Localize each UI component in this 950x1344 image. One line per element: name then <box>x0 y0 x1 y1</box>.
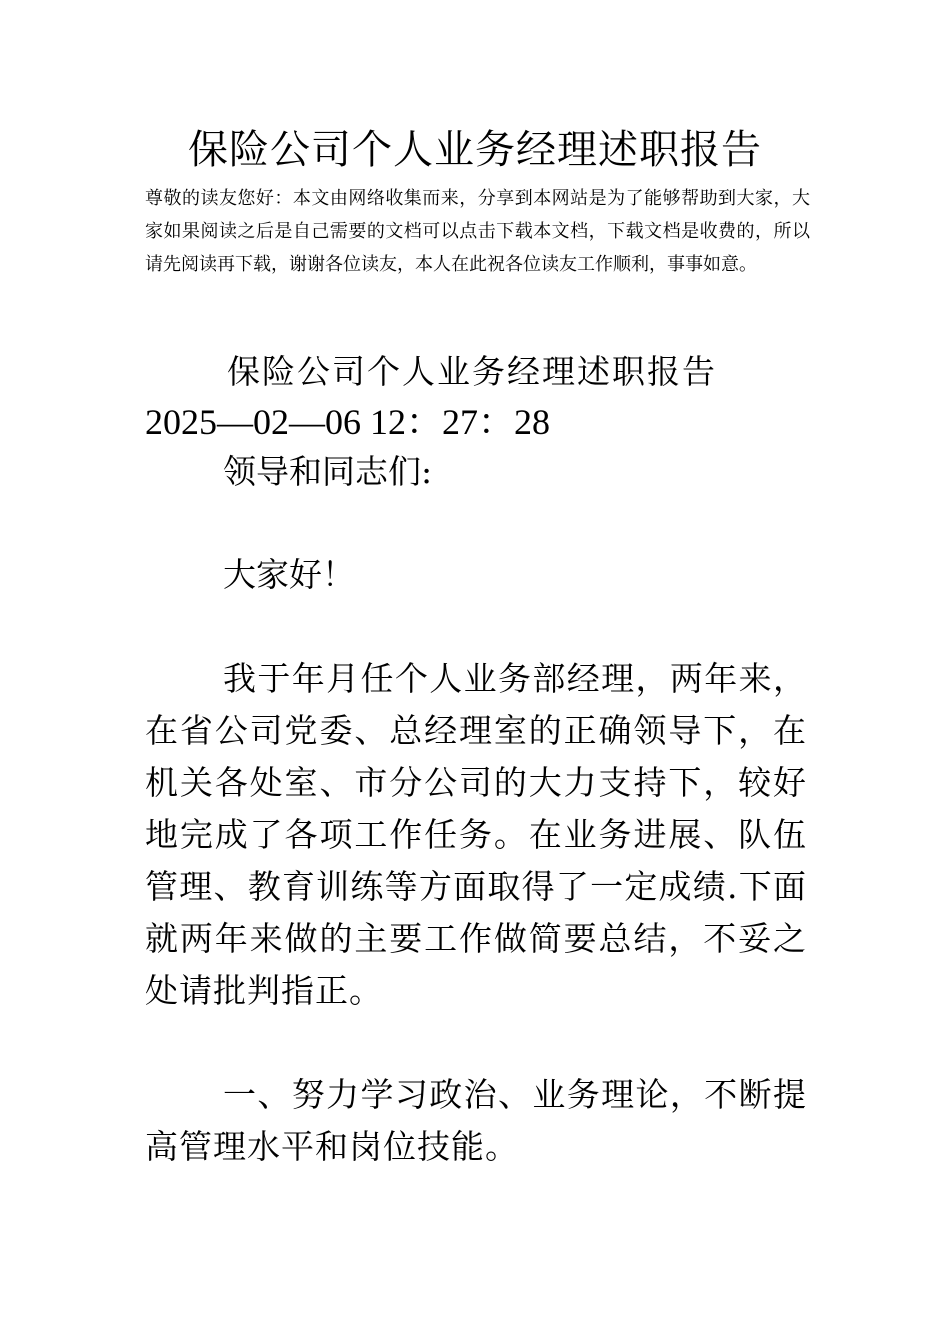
intro-paragraph: 我于年月任个人业务部经理，两年来，在省公司党委、总经理室的正确领导下，在机关各处室、市分公司的大力支持下，较好地完成了各项工作任务。在业务进展、队伍管理、教育训练等方面取得了一定成绩.下面就两年来做的主要工作做简要总结，不妥之处请批判指正。 <box>145 659 807 1010</box>
document-title: 保险公司个人业务经理述职报告 <box>188 127 762 173</box>
greeting-line: 领导和同志们: <box>223 452 433 491</box>
section-heading-1: 一、努力学习政治、业务理论，不断提高管理水平和岗位技能。 <box>145 1075 807 1166</box>
hello-line: 大家好！ <box>223 555 355 594</box>
download-notice: 尊敬的读友您好：本文由网络收集而来，分享到本网站是为了能够帮助到大家，大家如果阅读之后是自己需要的文档可以点击下载本文档，下载文档是收费的，所以请先阅读再下载，谢谢各位读友，本人在此祝各位读友工作顺利，事事如意。 <box>145 188 810 275</box>
document-body <box>145 347 807 1173</box>
report-datetime: 2025—02—06 12：27：28 <box>145 402 550 442</box>
report-subtitle: 保险公司个人业务经理述职报告 <box>227 352 717 391</box>
